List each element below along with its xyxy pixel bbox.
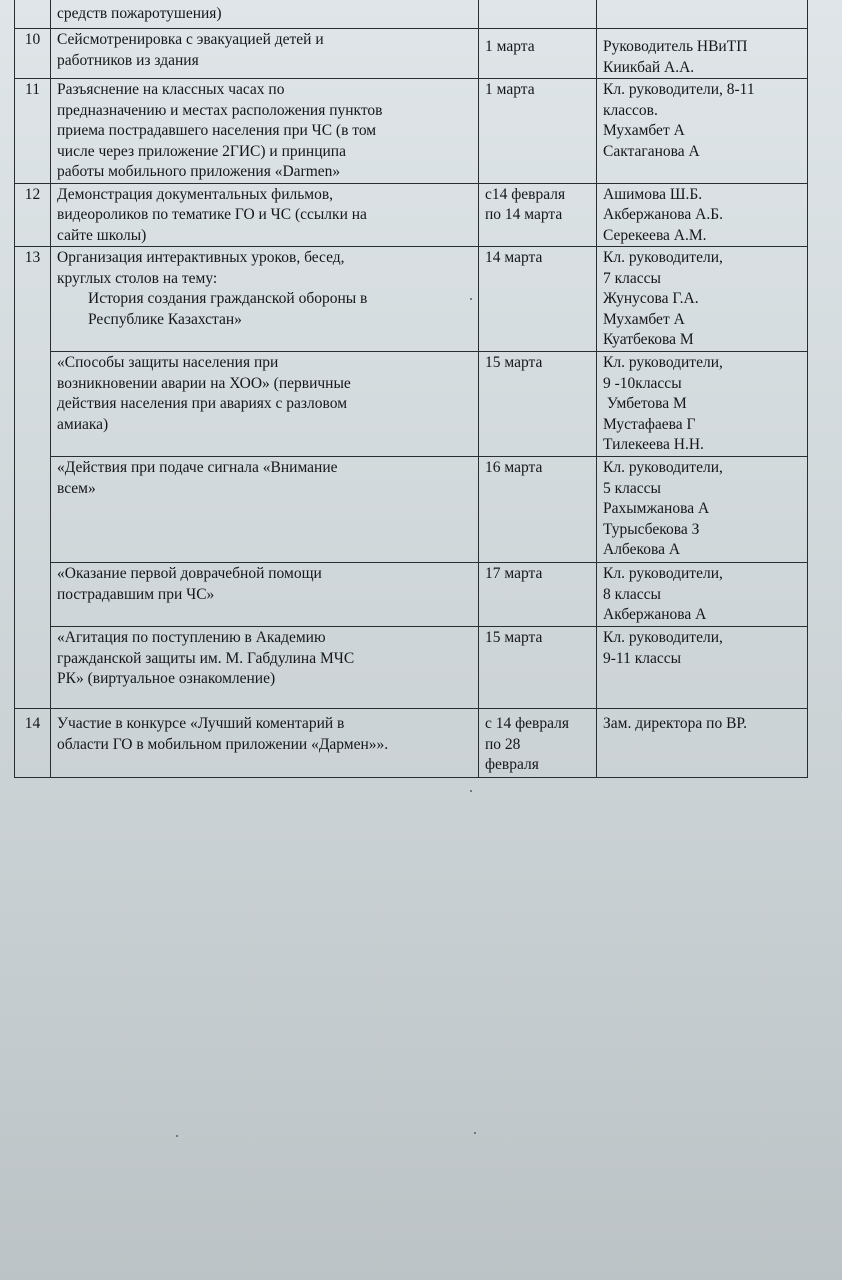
table-row [15, 29, 808, 79]
date-text: 14 марта [485, 249, 543, 266]
responsible-cell [597, 247, 808, 352]
date-text-line: с 14 февраля [485, 715, 570, 732]
event-text-line: «Оказание первой доврачебной помощи [57, 565, 322, 582]
table-row [15, 352, 808, 457]
responsible-text-line: Акбержанова А.Б. [603, 206, 723, 223]
date-text: 1 марта [485, 38, 535, 55]
event-text-line: круглых столов на тему: [57, 269, 218, 287]
responsible-text-line: классов. [603, 101, 658, 119]
responsible-text-line: Рахымжанова А [603, 500, 710, 517]
event-text-line: сайте школы) [57, 226, 147, 244]
event-text-line: приема пострадавшего населения при ЧС (в том [57, 122, 377, 139]
event-text-line: действия населения при авариях с разловом [57, 395, 348, 412]
table-row [15, 183, 808, 247]
responsible-cell [597, 183, 808, 247]
event-text-line: Организация интерактивных уроков, бесед, [57, 249, 345, 266]
event-text-line: РК» (виртуальное ознакомление) [57, 670, 276, 687]
date-text: 15 марта [485, 629, 543, 646]
event-text-line: гражданской защиты им. М. Габдулина МЧС [57, 649, 355, 667]
table-row [15, 709, 808, 778]
responsible-text-line: Сактаганова А [603, 142, 700, 160]
event-text-line: предназначению и местах расположения пунктов [57, 101, 383, 119]
responsible-text-line: Ашимова Ш.Б. [603, 185, 703, 203]
date-cell [479, 352, 597, 457]
paper-speck [470, 790, 472, 792]
paper-speck [474, 1132, 476, 1134]
responsible-cell [597, 79, 808, 184]
event-text-line: видеороликов по тематике ГО и ЧС (ссылки на [57, 206, 367, 223]
date-cell [479, 29, 597, 79]
table-row [15, 627, 808, 709]
date-cell [479, 79, 597, 184]
event-text-line: Сейсмотренировка с эвакуацией детей и [57, 31, 324, 48]
date-text-line: по 28 [485, 735, 521, 753]
responsible-text-line: 8 классы [603, 585, 661, 603]
responsible-cell [597, 563, 808, 627]
responsible-text-line: Албекова А [603, 541, 681, 558]
event-cell [51, 352, 479, 457]
row-number-cell [15, 0, 51, 29]
event-text: средств пожаротушения) [57, 5, 222, 22]
event-text-line: области ГО в мобильном приложении «Дармен»». [57, 735, 389, 753]
responsible-text-line: Мухамбет А [603, 122, 685, 139]
responsible-text-line: Кл. руководители, [603, 565, 723, 582]
responsible-text-line: Жунусова Г.А. [603, 290, 699, 307]
event-cell [51, 247, 479, 352]
event-cell [51, 79, 479, 184]
responsible-text-line: Руководитель НВиТП [603, 38, 748, 55]
event-cell [51, 457, 479, 563]
event-cell [51, 0, 479, 29]
responsible-cell [597, 457, 808, 563]
row-number: 11 [25, 81, 40, 98]
responsible-text-line: Кл. руководители, [603, 249, 723, 266]
date-text-line: февраля [485, 756, 539, 773]
event-text-line: пострадавшим при ЧС» [57, 585, 215, 603]
date-cell [479, 183, 597, 247]
event-cell [51, 563, 479, 627]
date-text: 1 марта [485, 81, 535, 98]
event-text-line: всем» [57, 479, 96, 497]
date-cell [479, 0, 597, 29]
event-text-line: возникновении аварии на ХОО» (первичные [57, 374, 351, 392]
responsible-text-line: Мухамбет А [603, 310, 685, 328]
date-text: 17 марта [485, 565, 543, 582]
event-cell [51, 627, 479, 709]
table-row-continuation [15, 0, 808, 29]
date-cell [479, 709, 597, 778]
responsible-text-line: Тилекеева Н.Н. [603, 436, 704, 453]
responsible-cell [597, 0, 808, 29]
event-text-line: История создания гражданской обороны в [57, 290, 368, 307]
responsible-text-line: Кл. руководители, [603, 459, 723, 476]
table-row [15, 563, 808, 627]
responsible-cell [597, 627, 808, 709]
responsible-text-line: Мустафаева Г [603, 415, 696, 433]
event-text-line: «Действия при подаче сигнала «Внимание [57, 459, 338, 476]
responsible-text-line: 5 классы [603, 479, 661, 497]
table-row [15, 457, 808, 563]
row-number: 12 [24, 185, 41, 203]
row-number-cell [15, 247, 51, 709]
responsible-text-line: Турысбекова З [603, 520, 700, 538]
table-row [15, 79, 808, 184]
date-cell [479, 247, 597, 352]
paper-speck [176, 1135, 178, 1137]
responsible-text-line: 9-11 классы [603, 649, 682, 667]
event-text-line: работы мобильного приложения «Darmen» [57, 163, 341, 180]
responsible-text-line: Акбержанова А [603, 606, 707, 623]
responsible-cell [597, 29, 808, 79]
row-number-cell [15, 709, 51, 778]
row-number-cell [15, 79, 51, 184]
responsible-text-line: Куатбекова М [603, 331, 694, 348]
date-text: 15 марта [485, 354, 543, 371]
responsible-text-line: Зам. директора по ВР. [603, 715, 747, 732]
event-text-line: «Способы защиты населения при [57, 354, 279, 371]
row-number: 14 [24, 715, 41, 732]
table-row [15, 247, 808, 352]
event-text-line: амиака) [57, 415, 109, 433]
date-cell [479, 457, 597, 563]
event-text-line: работников из здания [57, 51, 199, 69]
event-cell [51, 183, 479, 247]
responsible-cell [597, 709, 808, 778]
paper-speck [470, 298, 472, 300]
responsible-text-line: Кл. руководители, 8-11 [603, 81, 755, 98]
event-text-line: числе через приложение 2ГИС) и принципа [57, 142, 346, 160]
date-text-line: по 14 марта [485, 206, 563, 223]
row-number-cell [15, 183, 51, 247]
responsible-text-line: Кл. руководители, [603, 629, 723, 646]
responsible-text-line: 9 -10классы [603, 374, 682, 392]
row-number-cell [15, 29, 51, 79]
event-cell [51, 709, 479, 778]
responsible-text-line: Серекеева А.М. [603, 226, 707, 244]
responsible-cell [597, 352, 808, 457]
row-number: 10 [24, 31, 41, 48]
date-cell [479, 563, 597, 627]
event-text-line: «Агитация по поступлению в Академию [57, 629, 326, 646]
event-text-line: Демонстрация документальных фильмов, [57, 185, 334, 203]
responsible-text-line: Умбетова М [603, 395, 687, 412]
event-cell [51, 29, 479, 79]
date-text: 16 марта [485, 459, 543, 476]
responsible-text-line: Кл. руководители, [603, 354, 723, 371]
row-number: 13 [24, 249, 41, 266]
responsible-text-line: 7 классы [603, 269, 661, 287]
event-text-line: Разъяснение на классных часах по [57, 81, 285, 98]
event-text-line: Республике Казахстан» [57, 310, 242, 328]
date-cell [479, 627, 597, 709]
responsible-text-line: Киикбай А.А. [603, 58, 695, 76]
date-text-line: с14 февраля [485, 185, 566, 203]
events-plan-table [14, 0, 808, 778]
event-text-line: Участие в конкурсе «Лучший коментарий в [57, 715, 345, 732]
